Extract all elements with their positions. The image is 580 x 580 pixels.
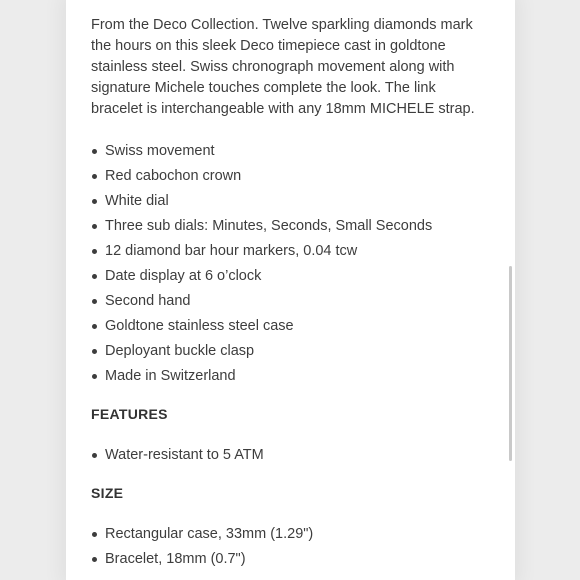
scrollbar-thumb[interactable] (509, 266, 512, 461)
list-item: Second hand (91, 289, 491, 314)
list-item: 12 diamond bar hour markers, 0.04 tcw (91, 239, 491, 264)
size-heading: SIZE (91, 485, 124, 501)
description-paragraph: From the Deco Collection. Twelve sparkling diamonds mark the hours on this sleek Deco timepiece cast in goldtone stainless steel. Swiss chronograph movement along with signature Michele touches complete the look. The link bracelet is interchangeable with any 18mm MICHELE strap. (91, 17, 475, 117)
list-item: Made in Switzerland (91, 364, 491, 389)
product-description-panel (66, 0, 515, 580)
list-item: Water-resistant to 5 ATM (91, 443, 491, 468)
list-item: Swiss movement (91, 139, 491, 164)
list-item: Red cabochon crown (91, 164, 491, 189)
description-content (91, 15, 491, 572)
list-item: Bracelet, 18mm (0.7") (91, 547, 491, 572)
list-item: Three sub dials: Minutes, Seconds, Small Seconds (91, 214, 491, 239)
list-item: Goldtone stainless steel case (91, 314, 491, 339)
features-heading: FEATURES (91, 406, 168, 422)
size-list (91, 522, 491, 572)
list-item: Deployant buckle clasp (91, 339, 491, 364)
spec-list (91, 139, 491, 389)
list-item: White dial (91, 189, 491, 214)
list-item: Date display at 6 o’clock (91, 264, 491, 289)
list-item: Rectangular case, 33mm (1.29") (91, 522, 491, 547)
features-list (91, 443, 491, 468)
